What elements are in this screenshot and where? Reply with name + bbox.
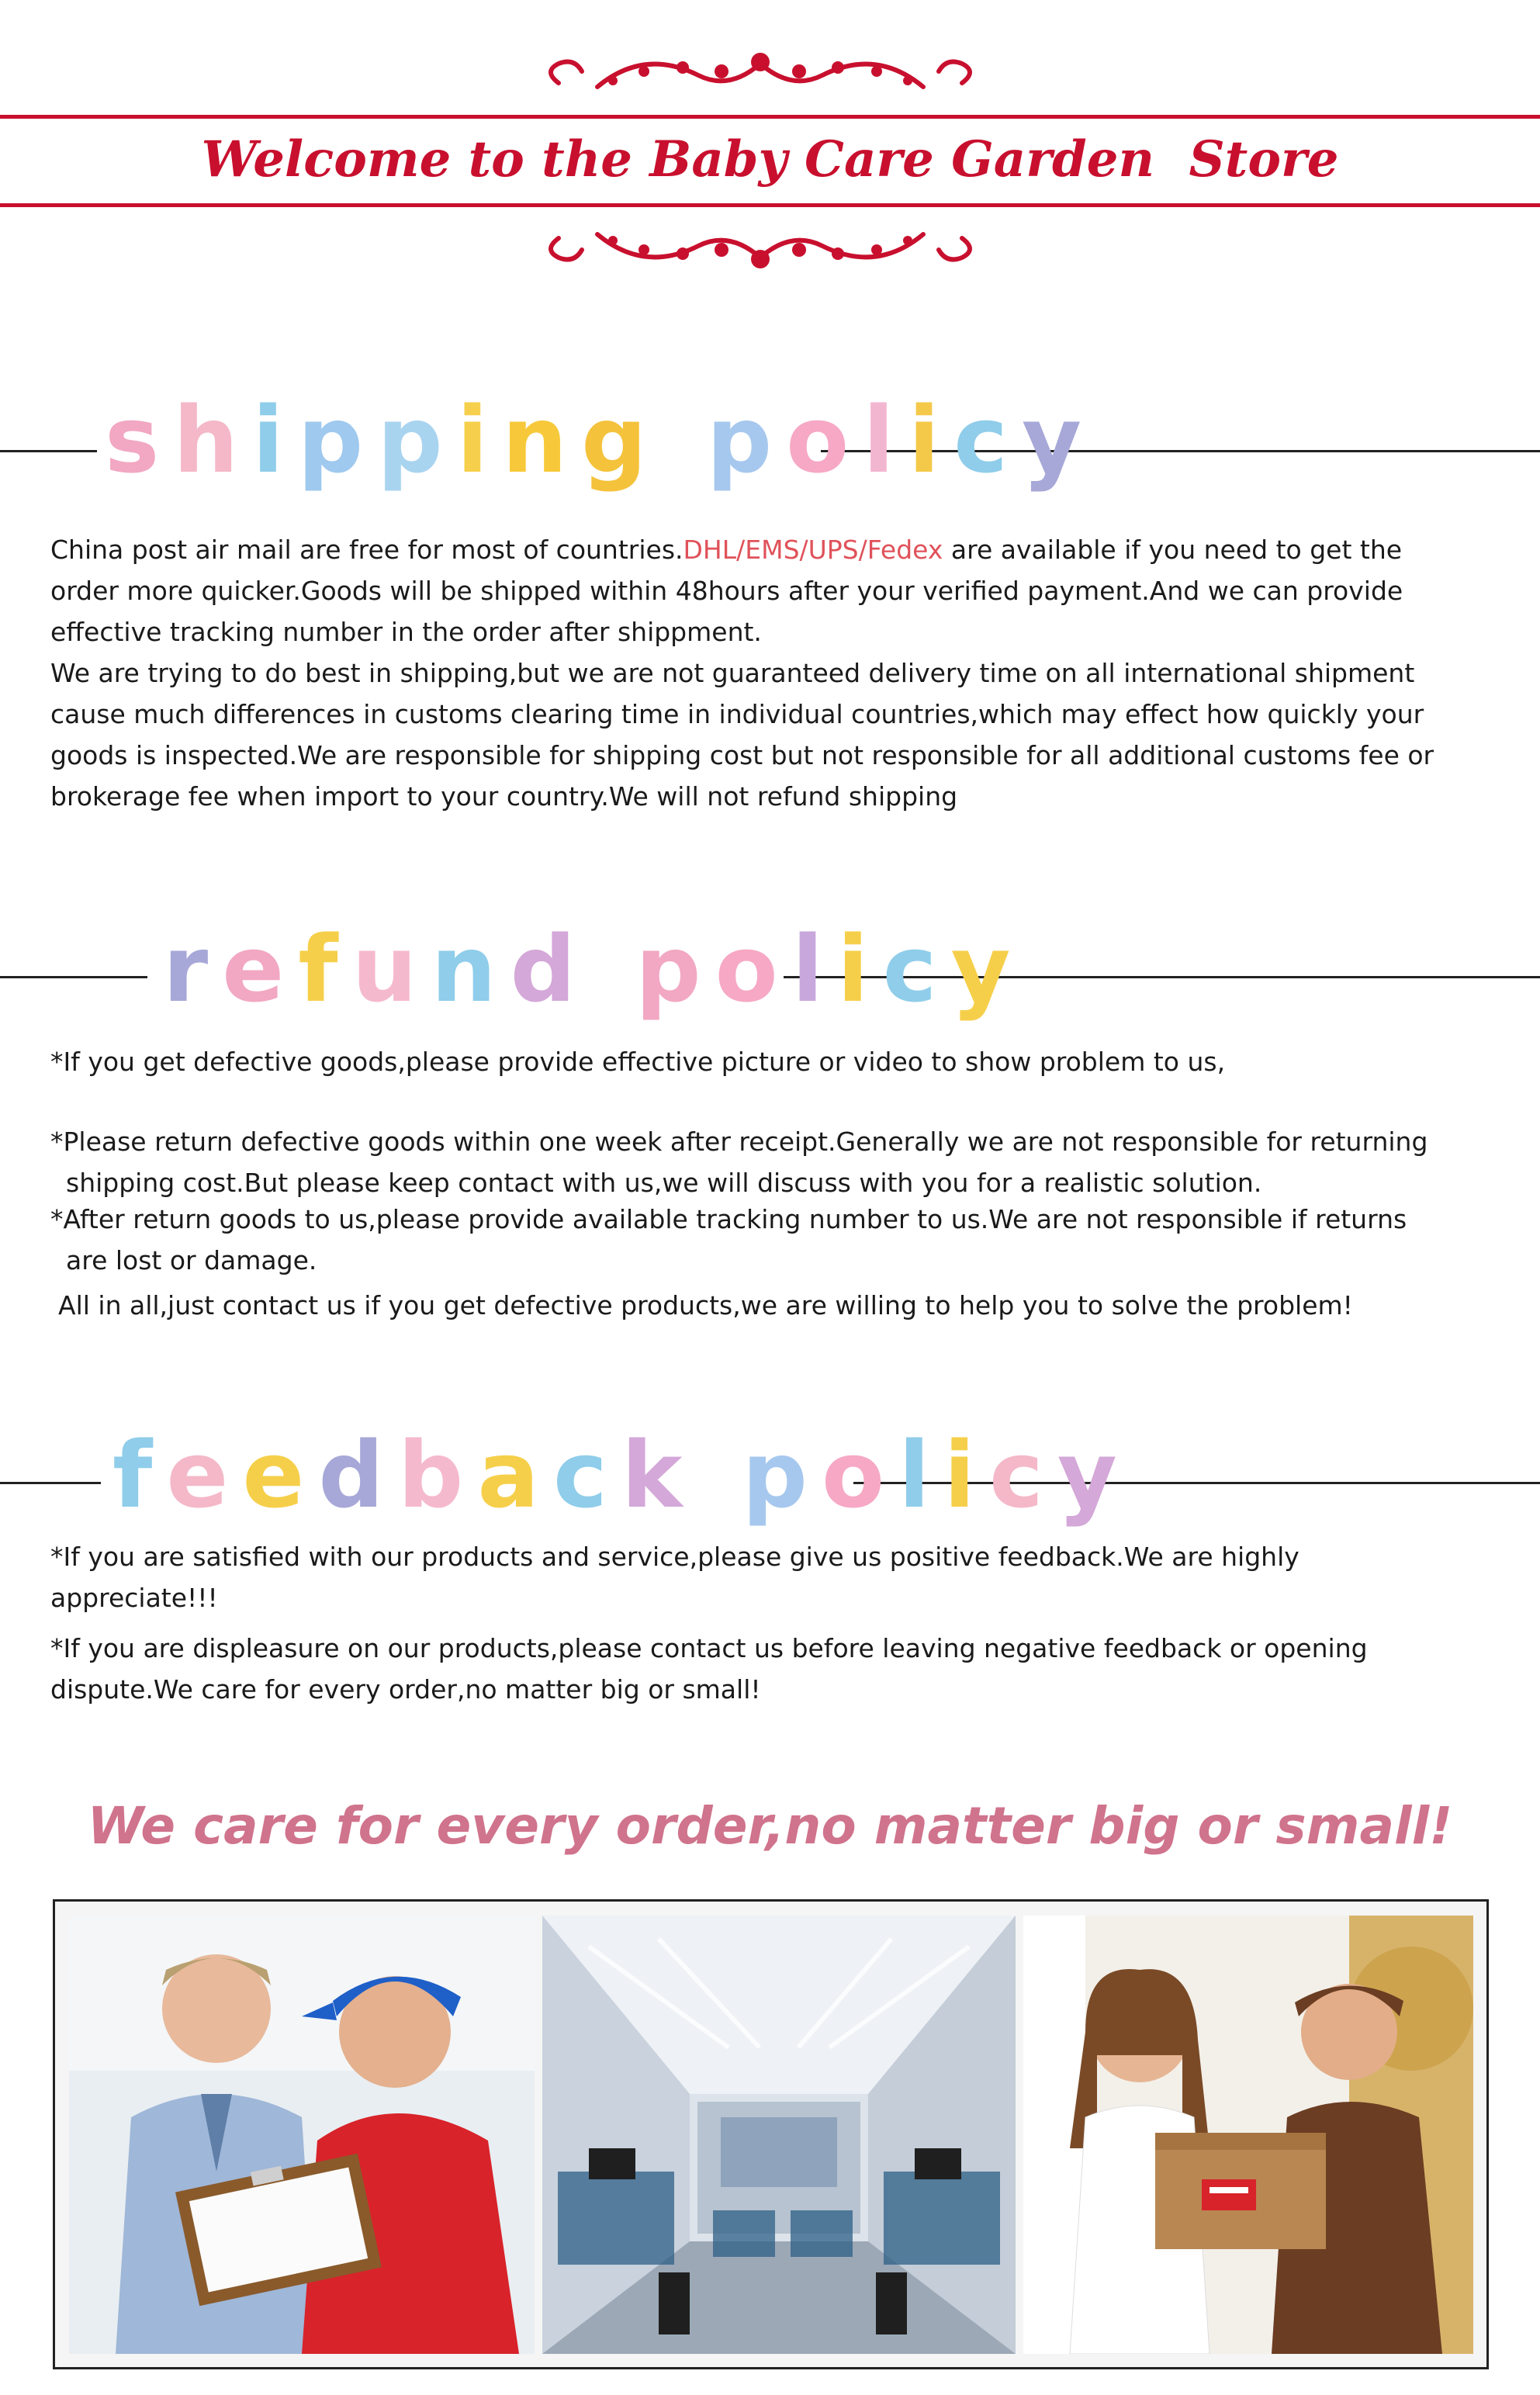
- refund-heading-letter: e: [222, 915, 299, 1023]
- refund-policy-text: [50, 1041, 1225, 1082]
- refund-item-3: *After return goods to us,please provide available tracking number to us.We are not responsible if returns: [50, 1204, 1407, 1234]
- header-bottom-rule: [0, 203, 1540, 207]
- delivery-photo: [1023, 1916, 1473, 2354]
- feedback-heading-letter: c: [552, 1421, 621, 1528]
- refund-heading-letter: d: [510, 915, 590, 1023]
- shipping-text-fragment: order more quicker.Goods will be shipped within 48hours after your verified payment.And we can provide: [50, 576, 1403, 606]
- feedback-heading-left-rule: [0, 1482, 101, 1484]
- shipping-text-fragment: are available if you need to get the: [943, 535, 1403, 565]
- refund-item-2: *Please return defective goods within one week after receipt.Generally we are not responsible for returning: [50, 1127, 1428, 1157]
- refund-heading-letter: i: [837, 915, 883, 1023]
- shipping-text-line: [50, 694, 1434, 735]
- feedback-heading-letter: l: [898, 1421, 944, 1528]
- shipping-text-fragment: cause much differences in customs clearing time in individual countries,which may effect how quickly your: [50, 699, 1424, 729]
- refund-closing: All in all,just contact us if you get defective products,we are willing to help you to solve the problem!: [58, 1290, 1353, 1320]
- photo-strip: [53, 1899, 1489, 2369]
- shipping-text-fragment: China post air mail are free for most of countries.: [50, 535, 683, 565]
- shipping-heading-letter: i: [908, 386, 954, 493]
- refund-heading-letter: o: [715, 915, 792, 1023]
- feedback-heading-letter: y: [1057, 1421, 1131, 1528]
- refund-heading-letter: l: [791, 915, 838, 1023]
- care-slogan: We care for every order,no matter big or small!: [87, 1796, 1453, 1856]
- refund-heading-letter: f: [298, 915, 352, 1023]
- shipping-heading-letter: o: [786, 386, 863, 493]
- shipping-text-fragment: We are trying to do best in shipping,but we are not guaranteed delivery time on all international shipment: [50, 658, 1415, 688]
- store-welcome-title: Welcome to the Baby Care Garden Store: [201, 130, 1339, 189]
- refund-closing-text: [58, 1285, 1353, 1326]
- shipping-heading-letter: n: [502, 386, 582, 493]
- feedback-heading-letter: [696, 1429, 742, 1521]
- feedback-heading-letter: f: [112, 1421, 167, 1528]
- shipping-heading-letter: p: [377, 386, 457, 493]
- customer-service-photo: [69, 1916, 535, 2354]
- feedback-item-1-cont: appreciate!!!: [50, 1583, 218, 1613]
- shipping-heading-letter: i: [456, 386, 503, 493]
- feedback-heading-letter: c: [988, 1421, 1057, 1528]
- feedback-heading-letter: o: [821, 1421, 899, 1528]
- refund-heading-left-rule: [0, 976, 147, 978]
- feedback-policy-heading: [112, 1421, 1131, 1528]
- refund-item-3-cont: are lost or damage.: [66, 1245, 317, 1275]
- shipping-heading-letter: l: [863, 386, 908, 493]
- feedback-heading-letter: i: [943, 1421, 989, 1528]
- feedback-heading-letter: k: [621, 1421, 697, 1528]
- shipping-text-line: [50, 611, 1434, 652]
- shipping-text-fragment: brokerage fee when import to your country.We will not refund shipping: [50, 781, 958, 812]
- feedback-item-2-cont: dispute.We care for every order,no matter big or small!: [50, 1674, 761, 1705]
- shipping-heading-letter: h: [173, 386, 253, 493]
- shipping-heading-letter: c: [953, 386, 1023, 493]
- shipping-text-fragment: goods is inspected.We are responsible for shipping cost but not responsible for all additional customs fee or: [50, 740, 1434, 770]
- shipping-heading-letter: p: [706, 386, 787, 493]
- shipping-policy-heading: [105, 386, 1096, 493]
- header-top-rule: [0, 115, 1540, 119]
- shipping-text-fragment: effective tracking number in the order after shippment.: [50, 617, 762, 647]
- shipping-text-line: [50, 735, 1434, 776]
- feedback-heading-letter: a: [477, 1421, 553, 1528]
- refund-heading-letter: [590, 923, 635, 1015]
- feedback-heading-letter: e: [166, 1421, 243, 1528]
- feedback-heading-letter: b: [397, 1421, 478, 1528]
- refund-policy-text-3: [50, 1199, 1407, 1281]
- shipping-heading-left-rule: [0, 450, 97, 452]
- feedback-item-1: *If you are satisfied with our products and service,please give us positive feedback.We are highly: [50, 1542, 1299, 1572]
- refund-item-1: *If you get defective goods,please provide effective picture or video to show problem to us,: [50, 1047, 1226, 1077]
- shipping-text-line: [50, 652, 1434, 694]
- shipping-heading-letter: s: [105, 386, 174, 493]
- refund-heading-letter: y: [950, 915, 1025, 1023]
- refund-heading-letter: r: [163, 915, 223, 1023]
- shipping-text-line: [50, 570, 1434, 611]
- shipping-heading-letter: [661, 394, 707, 486]
- feedback-heading-letter: d: [318, 1421, 398, 1528]
- bottom-ornament-icon: [528, 211, 993, 281]
- feedback-heading-letter: e: [242, 1421, 319, 1528]
- top-ornament-icon: [528, 40, 993, 110]
- office-photo: [542, 1916, 1016, 2354]
- feedback-policy-text-2: [50, 1628, 1368, 1710]
- refund-heading-letter: c: [882, 915, 951, 1023]
- shipping-policy-text: [50, 529, 1434, 817]
- shipping-heading-letter: p: [297, 386, 378, 493]
- shipping-heading-letter: g: [581, 386, 661, 493]
- refund-item-2-cont: shipping cost.But please keep contact with us,we will discuss with you for a realistic solution.: [66, 1168, 1262, 1198]
- shipping-text-line: [50, 776, 1434, 817]
- refund-policy-heading: [163, 915, 1025, 1023]
- refund-heading-letter: u: [351, 915, 431, 1023]
- feedback-heading-letter: p: [742, 1421, 822, 1528]
- shipping-heading-letter: y: [1022, 386, 1096, 493]
- feedback-item-2: *If you are displeasure on our products,please contact us before leaving negative feedback or opening: [50, 1633, 1368, 1663]
- refund-policy-text-2: [50, 1121, 1428, 1203]
- shipping-text-line: [50, 529, 1434, 570]
- shipping-heading-letter: i: [252, 386, 298, 493]
- shipping-carriers-highlight: DHL/EMS/UPS/Fedex: [683, 535, 943, 565]
- refund-heading-letter: n: [431, 915, 510, 1023]
- refund-heading-letter: p: [635, 915, 715, 1023]
- feedback-policy-text: [50, 1536, 1299, 1618]
